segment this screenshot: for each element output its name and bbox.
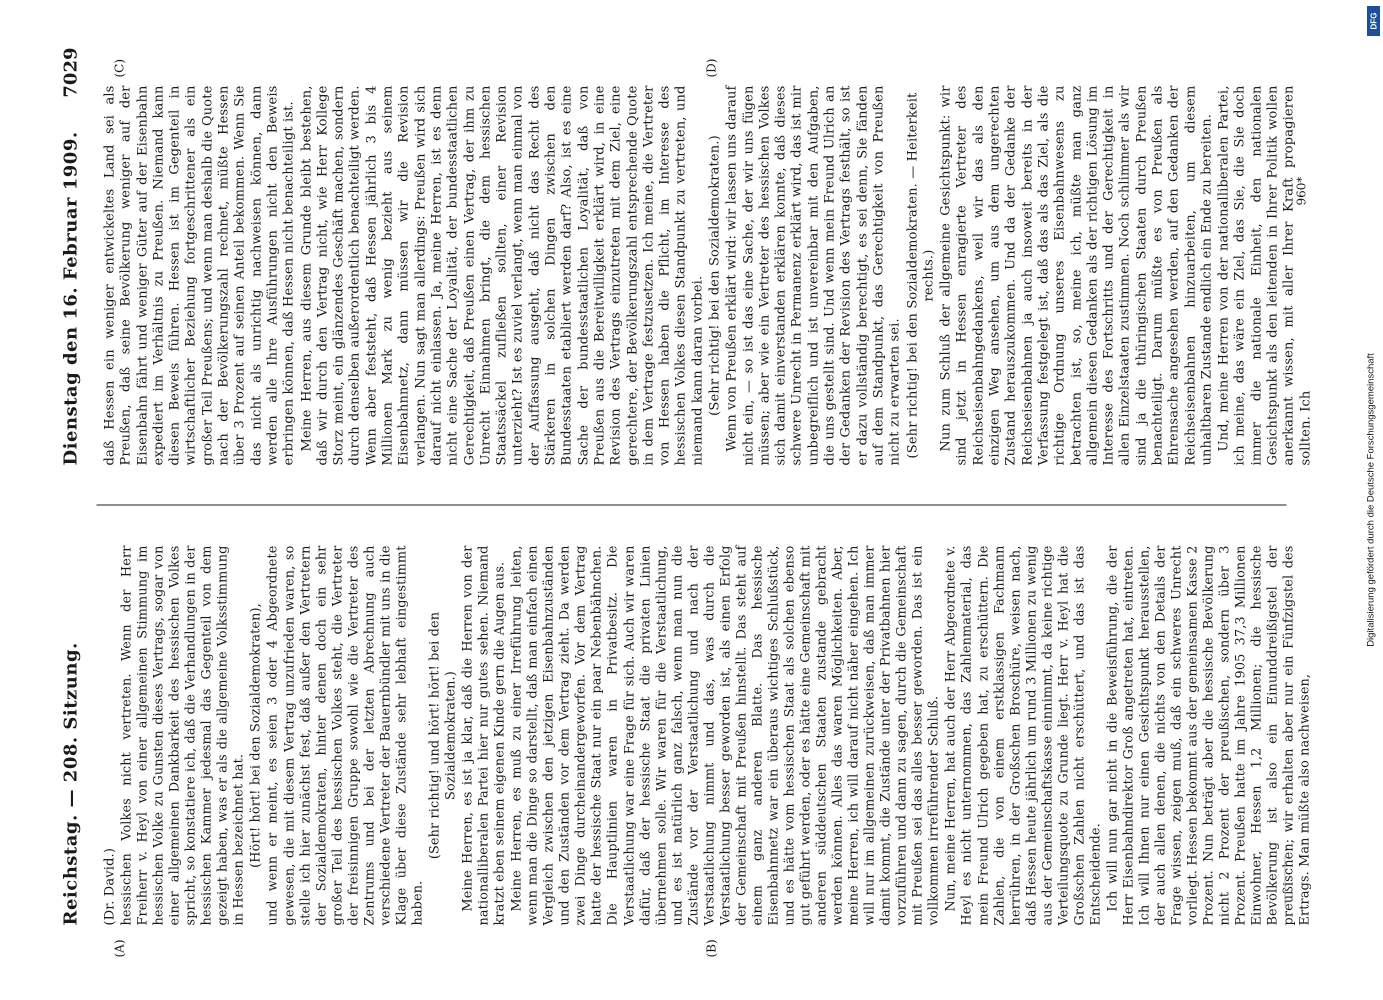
- margin-mark-a: (A): [112, 938, 126, 957]
- scan-mark-line: [1284, 855, 1285, 905]
- right-column: [102, 85, 1315, 465]
- paragraph: Meine Herren, es ist ja klar, daß die Herren von der nationalliberalen Partei hier nur gutes sehen. Niemand kratzt eben seinem eigenen Kinde gern die Augen aus.: [460, 545, 508, 925]
- dfg-logo-text: DFG: [1369, 12, 1378, 30]
- header-left: Reichstag. — 208. Sitzung.: [60, 641, 81, 925]
- column-divider: [96, 504, 1286, 505]
- paragraph: Nun zum Schluß der allgemeine Gesichtspunkt: wir sind jetzt in Hessen enragierte Vertreter des Reichseisenbahngedankens, weil wir das als den einzigen Weg ansehen, um aus dem ungerechten Zustand herauszukommen. Und da der Gedanke der Reichseisenbahnen ja auch insoweit bereits in der Verfassung festgelegt ist, daß das als das Ziel, als die richtige Ordnung unseres Eisenbahnwesens zu betrachten ist, so, meine ich, müßte man ganz allgemein diesen Gedanken als der richtigen Lösung im Interesse des Fortschritts und der Gerechtigkeit in allen Einzelstaaten zustimmen. Noch schlimmer als wir sind ja die thüringischen Staaten durch Preußen benachteiligt. Darum müßte es von Preußen als Ehrensache angesehen werden, auf den Gedanken der Reichseisenbahnen hinzuarbeiten, um diesem unhaltbaren Zustande endlich ein Ende zu bereiten.: [938, 85, 1214, 465]
- header-center: Dienstag den 16. Februar 1909.: [60, 130, 81, 465]
- paragraph: Ich will nun gar nicht in die Beweisführung, die der Herr Eisenbahndirektor Groß angetreten hat, eintreten. Ich will Ihnen nur einen Gesichtspunkt herausstellen, der auch allen denen, die nichts von den Details der Frage wissen, zeigen muß, daß ein schweres Unrecht vorliegt. Hessen bekommt aus der gemeinsamen Kasse 2 Prozent. Nun beträgt aber die hessische Bevölkerung nicht 2 Prozent der preußischen, sondern über 3 Prozent. Preußen hatte im Jahre 1905 37,3 Millionen Einwohner, Hessen 1,2 Millionen; die hessische Bevölkerung ist also ein Einunddreißigstel der preußischen; wir erhalten aber nur ein Fünfzigstel des Ertrags. Man müßte also nachweisen,: [1104, 545, 1313, 925]
- paragraph: und wenn er meint, es seien 3 oder 4 Abgeordnete gewesen, die mit diesem Vertrag unzufrieden waren, so stelle ich hier zunächst fest, daß außer den Vertretern der Sozialdemokraten, hinter denen doch ein sehr großer Teil des hessischen Volkes steht, die Vertreter der freisinnigen Gruppe sowohl wie die Vertreter des Zentrums und bei der letzten Abrechnung auch verschiedene Vertreter der Bauernbündler mit uns in die Klage über diese Zustände sehr lebhaft eingestimmt haben.: [265, 545, 425, 925]
- attribution-text: Digitalisierung gefördert durch die Deutsche Forschungsgemeinschaft: [1365, 353, 1377, 647]
- paragraph: Nun, meine Herren, hat auch der Herr Abgeordnete v. Heyl es nicht unternommen, das Zahlenmaterial, das mein Freund Ulrich gegeben hat, zu erschüttern. Die Zahlen, die von einem erstklassigen Fachmann herrühren, in der Großschen Broschüre, weisen nach, daß Hessen heute jährlich um rund 3 Millionen zu wenig aus der Gemeinschaftskasse einnimmt, da keine richtige Verteilungsquote zu Grunde liegt. Herr v. Heyl hat die Großschen Zahlen nicht erschüttert, und das ist das Entscheidende.: [943, 545, 1103, 925]
- interjection: (Sehr richtig! bei den Sozialdemokraten. — Heiterkeit rechts.): [904, 92, 936, 458]
- left-column: [102, 545, 1315, 925]
- page-number: 7029: [60, 47, 81, 98]
- footer-mark: 960*: [1294, 176, 1308, 205]
- paragraph: hessischen Volkes nicht vertreten. Wenn der Herr Freiherr v. Heyl von einer allgemeinen Stimmung im hessischen Volke zu Gunsten dieses Vertrags, sogar von einer allgemeinen Dankbarkeit des hessischen Volkes spricht, so konstatiere ich, daß die Verhandlungen in der hessischen Kammer jedesmal das Gegenteil von dem gezeigt haben, was er als die allgemeine Volksstimmung in Hessen bezeichnet hat.: [119, 545, 247, 925]
- digitization-attribution: [1362, 10, 1380, 990]
- document-page: [54, 35, 1329, 965]
- margin-mark-d: (D): [704, 58, 718, 77]
- interjection: (Sehr richtig! und hört! hört! bei den Sozialdemokraten.): [426, 611, 458, 859]
- speaker-label: (Dr. David.): [102, 847, 117, 925]
- paragraph: Und, meine Herren von der nationalliberalen Partei, ich meine, das wäre ein Ziel, das Sie, die Sie doch immer die nationale Einheit, den nationalen Gesichtspunkt als den leitenden in Ihrer Politik wollen anerkannt wissen, mit aller Ihrer Kraft propagieren sollten. Ich: [1216, 85, 1313, 465]
- interjection: (Sehr richtig! bei den Sozialdemokraten.): [706, 134, 722, 416]
- page-header: [54, 35, 94, 965]
- interjection: (Hört! hört! bei den Sozialdemokraten),: [248, 602, 264, 868]
- dfg-logo: [1367, 6, 1380, 36]
- margin-mark-b: (B): [704, 938, 718, 957]
- paragraph: Meine Herren, aus diesem Grunde bleibt bestehen, daß wir durch den Vertrag nicht, wie Herr Kollege Storz meint, ein glänzendes Geschäft machen, sondern durch denselben außerordentlich benachteiligt werden. Wenn aber feststeht, daß Hessen jährlich 3 bis 4 Millionen Mark zu wenig bezieht aus seinem Eisenbahnnetz, dann müssen wir die Revision verlangen. Nun sagt man allerdings: Preußen wird sich darauf nicht einlassen. Ja, meine Herren, ist es denn nicht eine Sache der Loyalität, der bundesstaatlichen Gerechtigkeit, daß Preußen einen Vertrag, der ihm zu Unrecht Einnahmen bringt, die dem hessischen Staatssäckel zufließen sollten, einer Revision unterzieht? Ist es zuviel verlangt, wenn man einmal von der Auffassung ausgeht, daß nicht das Recht des Stärkeren in solchen Dingen zwischen den Bundesstaaten etabliert werden darf? Also, ist es eine Sache der bundesstaatlichen Loyalität, daß von Preußen aus die Bereitwilligkeit erklärt wird, in eine Revision des Vertrags einzutreten mit dem Ziel, eine gerechtere, der Bevölkerungszahl entsprechende Quote in dem Vertrage festzusetzen. Ich meine, die Vertreter von Hessen haben die Pflicht, im Interesse des hessischen Volkes diesen Standpunkt zu vertreten, und niemand kann daran vorbei.: [298, 85, 705, 465]
- paragraph: daß Hessen ein weniger entwickeltes Land sei als Preußen, daß seine Bevölkerung weniger auf der Eisenbahn fährt und weniger Güter auf der Eisenbahn expediert im Verhältnis zu Preußen. Niemand kann diesen Beweis führen. Hessen ist im Gegenteil in wirtschaftlicher Beziehung fortgeschrittener als ein großer Teil Preußens; und wenn man deshalb die Quote nach der Bevölkerungszahl rechnet, müßte Hessen über 3 Prozent auf seinen Anteil bekommen. Wenn Sie das nicht als unrichtig nachweisen können, dann werden alle Ihre Ausführungen nicht den Beweis erbringen können, daß Hessen nicht benachteiligt ist.: [102, 85, 297, 465]
- margin-mark-c: (C): [112, 58, 126, 77]
- paragraph: Wenn von Preußen erklärt wird: wir lassen uns darauf nicht ein, — so ist das eine Sache, der wir uns fügen müssen; aber wie ein Vertreter des hessischen Volkes sich damit einverstanden erklären konnte, daß dieses schwere Unrecht in Permanenz erklärt wird, das ist mir unbegreiflich und ist unvereinbar mit den Aufgaben, die uns gestellt sind. Und wenn mein Freund Ulrich an der Gedanken der Revision des Vertrags festhält, so ist er dazu vollständig berechtigt, es sei denn, Sie fänden auf dem Standpunkt, das Gerechtigkeit von Preußen nicht zu erwarten sei.: [724, 85, 903, 465]
- paragraph: Meine Herren, es muß zu einer Irreführung leiten, wenn man die Dinge so darstellt, daß man einfach einen Vergleich zwischen den jetzigen Eisenbahnzuständen und den Zuständen vor dem Vertrag zieht. Da werden zwei Dinge durcheinandergeworfen. Vor dem Vertrag hatte der hessische Staat nur ein paar Nebenbähnchen. Die Hauptlinien waren in Privatbesitz. Die Verstaatlichung war eine Frage für sich. Auch wir waren dafür, daß der hessische Staat die privaten Linien übernehmen solle. Wir waren für die Verstaatlichung, und es ist natürlich ganz falsch, wenn man nun die Zustände vor der Verstaatlichung und nach der Verstaatlichung nimmt und das, was durch die Verstaatlichung besser geworden ist, als einen Erfolg der Gemeinschaft mit Preußen hinstellt. Das steht auf einem ganz anderen Blatte. Das hessische Eisenbahnnetz war ein überaus wichtiges Schlußstück, und es hätte vom hessischen Staat als solchen ebenso gut geführt werden, oder es hätte eine Gemeinschaft mit anderen süddeutschen Staaten zustande gebracht werden können. Alles das waren Möglichkeiten. Aber, meine Herren, ich will darauf nicht näher eingehen. Ich will nur im allgemeinen zurückweisen, daß man immer damit kommt, die Zustände unter der Privatbahnen hier vorzuführen und dann zu sagen, durch die Gemeinschaft mit Preußen sei das alles besser geworden. Das ist ein vollkommen irreführender Schluß.: [509, 545, 942, 925]
